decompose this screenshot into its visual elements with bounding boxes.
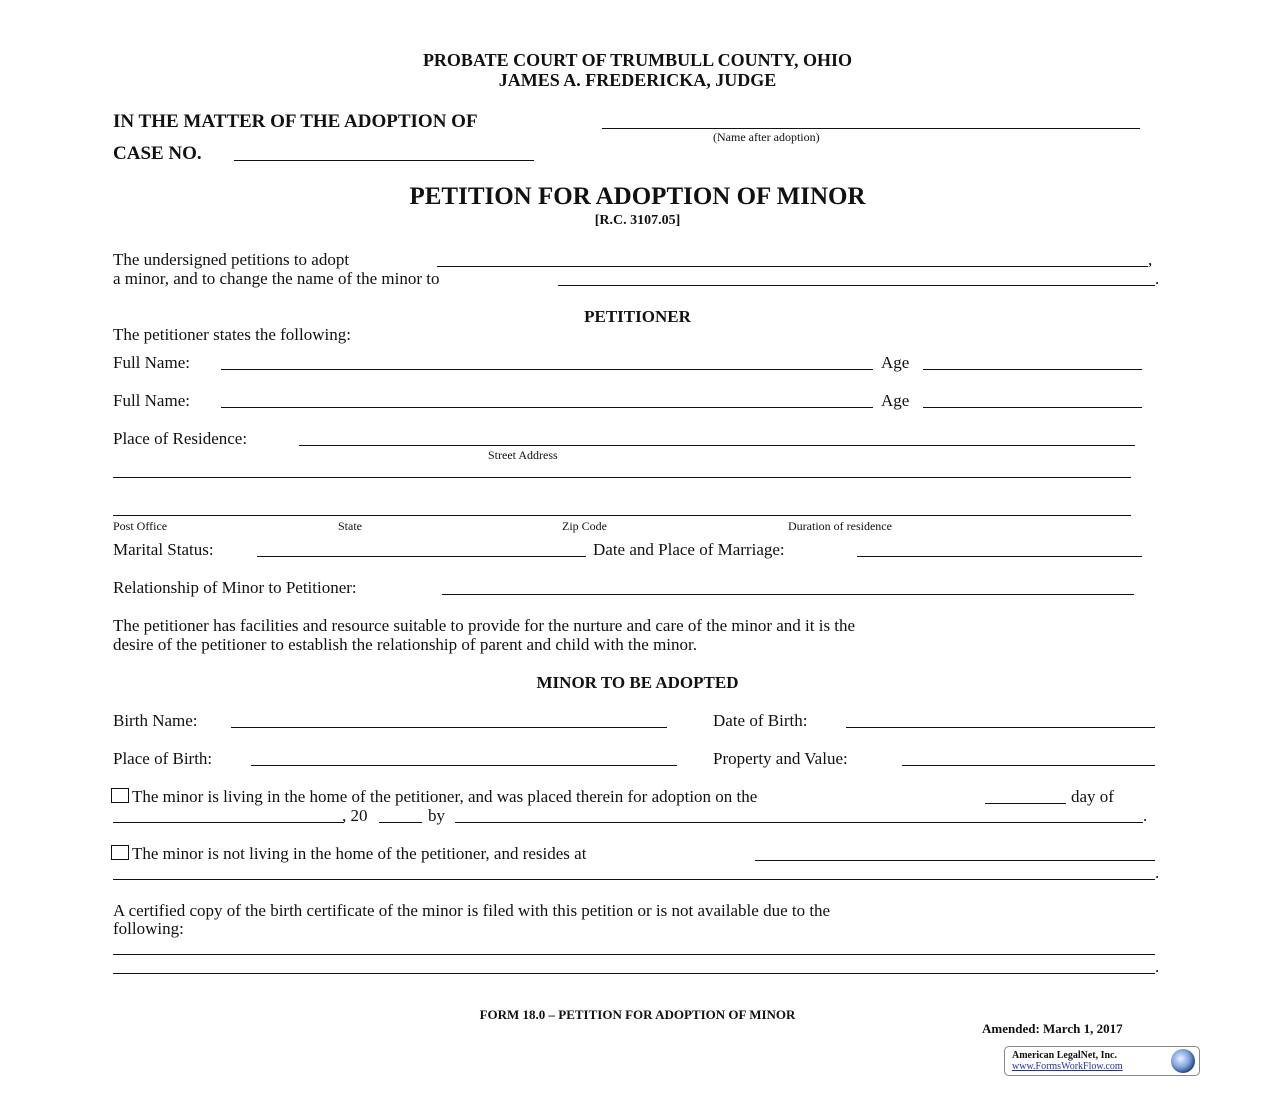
facilities-text-2: desire of the petitioner to establish the relationship of parent and child with the minor. <box>113 635 697 654</box>
relationship-field[interactable] <box>442 594 1134 595</box>
full-name-label-2: Full Name: <box>113 391 190 410</box>
intro-period: . <box>1155 269 1160 288</box>
living-in-home-text: The minor is living in the home of the petitioner, and was placed therein for adoption on the <box>132 787 758 806</box>
placed-by-label: by <box>428 806 445 825</box>
marital-status-label: Marital Status: <box>113 540 214 559</box>
place-of-birth-field[interactable] <box>251 765 677 766</box>
vendor-name: American LegalNet, Inc. <box>1012 1050 1117 1061</box>
resides-at-line-2-field[interactable] <box>113 879 1155 880</box>
certificate-reason-field-1[interactable] <box>113 954 1155 955</box>
minor-heading: MINOR TO BE ADOPTED <box>536 673 739 692</box>
date-of-birth-field[interactable] <box>846 727 1155 728</box>
intro-adopt-label: The undersigned petitions to adopt <box>113 250 350 269</box>
full-name-field-1[interactable] <box>221 369 873 370</box>
living-in-home-checkbox[interactable] <box>111 788 129 803</box>
facilities-text-1: The petitioner has facilities and resource suitable to provide for the nurture and care of the minor and it is the <box>113 616 856 635</box>
statute-reference: [R.C. 3107.05] <box>594 213 681 228</box>
birth-name-label: Birth Name: <box>113 711 198 730</box>
relationship-label: Relationship of Minor to Petitioner: <box>113 578 357 597</box>
not-living-option <box>111 844 586 864</box>
case-label: CASE NO. <box>113 143 202 164</box>
post-office-hint: Post Office <box>113 519 168 533</box>
matter-label: IN THE MATTER OF THE ADOPTION OF <box>113 111 478 132</box>
zip-hint: Zip Code <box>562 519 607 533</box>
new-name-field[interactable] <box>558 285 1155 286</box>
day-of-label: day of <box>1071 787 1114 806</box>
full-name-label-1: Full Name: <box>113 353 190 372</box>
placed-by-period: . <box>1143 806 1148 825</box>
matter-name-field[interactable] <box>602 128 1140 129</box>
matter-name-hint: (Name after adoption) <box>713 130 820 144</box>
adoptee-name-field[interactable] <box>437 266 1148 267</box>
certificate-period: . <box>1155 957 1160 976</box>
full-name-field-2[interactable] <box>221 407 873 408</box>
age-field-2[interactable] <box>923 407 1142 408</box>
street-address-field[interactable] <box>299 445 1135 446</box>
vendor-badge <box>1004 1046 1200 1076</box>
certificate-text-1: A certified copy of the birth certificate of the minor is filed with this petition or is not available due to the <box>113 901 831 920</box>
placement-year-field[interactable] <box>379 822 422 823</box>
post-office-state-zip-field[interactable] <box>113 515 1131 516</box>
age-field-1[interactable] <box>923 369 1142 370</box>
not-living-in-home-text: The minor is not living in the home of the petitioner, and resides at <box>132 844 587 863</box>
certificate-text-2: following: <box>113 919 184 938</box>
amended-date: Amended: March 1, 2017 <box>982 1021 1123 1036</box>
court-name: PROBATE COURT OF TRUMBULL COUNTY, OHIO <box>422 50 853 70</box>
form-footer: FORM 18.0 – PETITION FOR ADOPTION OF MINOR <box>479 1007 796 1022</box>
placement-day-field[interactable] <box>985 803 1066 804</box>
petitioner-heading: PETITIONER <box>584 307 691 326</box>
page-title: PETITION FOR ADOPTION OF MINOR <box>409 183 866 210</box>
case-number-field[interactable] <box>234 160 534 161</box>
state-hint: State <box>338 519 362 533</box>
place-of-birth-label: Place of Birth: <box>113 749 213 768</box>
date-of-birth-label: Date of Birth: <box>713 711 808 730</box>
residence-line-2-field[interactable] <box>113 477 1131 478</box>
age-label-1: Age <box>881 353 910 372</box>
vendor-link[interactable]: www.FormsWorkFlow.com <box>1012 1061 1123 1072</box>
duration-hint: Duration of residence <box>788 519 892 533</box>
marriage-label: Date and Place of Marriage: <box>593 540 785 559</box>
judge-name: JAMES A. FREDERICKA, JUDGE <box>498 70 777 90</box>
marital-status-field[interactable] <box>257 556 586 557</box>
living-option <box>111 787 757 807</box>
property-value-field[interactable] <box>902 765 1155 766</box>
age-label-2: Age <box>881 391 910 410</box>
street-address-hint: Street Address <box>488 448 558 462</box>
marriage-date-place-field[interactable] <box>857 556 1142 557</box>
year-prefix: , 20 <box>342 806 368 825</box>
globe-logo-icon <box>1171 1049 1195 1073</box>
birth-name-field[interactable] <box>231 727 667 728</box>
resides-at-period: . <box>1155 863 1160 882</box>
resides-at-field[interactable] <box>755 860 1155 861</box>
intro-comma: , <box>1148 250 1153 269</box>
placement-month-field[interactable] <box>113 822 344 823</box>
not-living-in-home-checkbox[interactable] <box>111 845 129 860</box>
property-value-label: Property and Value: <box>713 749 848 768</box>
certificate-reason-field-2[interactable] <box>113 973 1155 974</box>
intro-change-name-label: a minor, and to change the name of the minor to <box>113 269 440 288</box>
petitioner-statement: The petitioner states the following: <box>113 325 351 344</box>
placed-by-field[interactable] <box>455 822 1143 823</box>
residence-label: Place of Residence: <box>113 429 248 448</box>
